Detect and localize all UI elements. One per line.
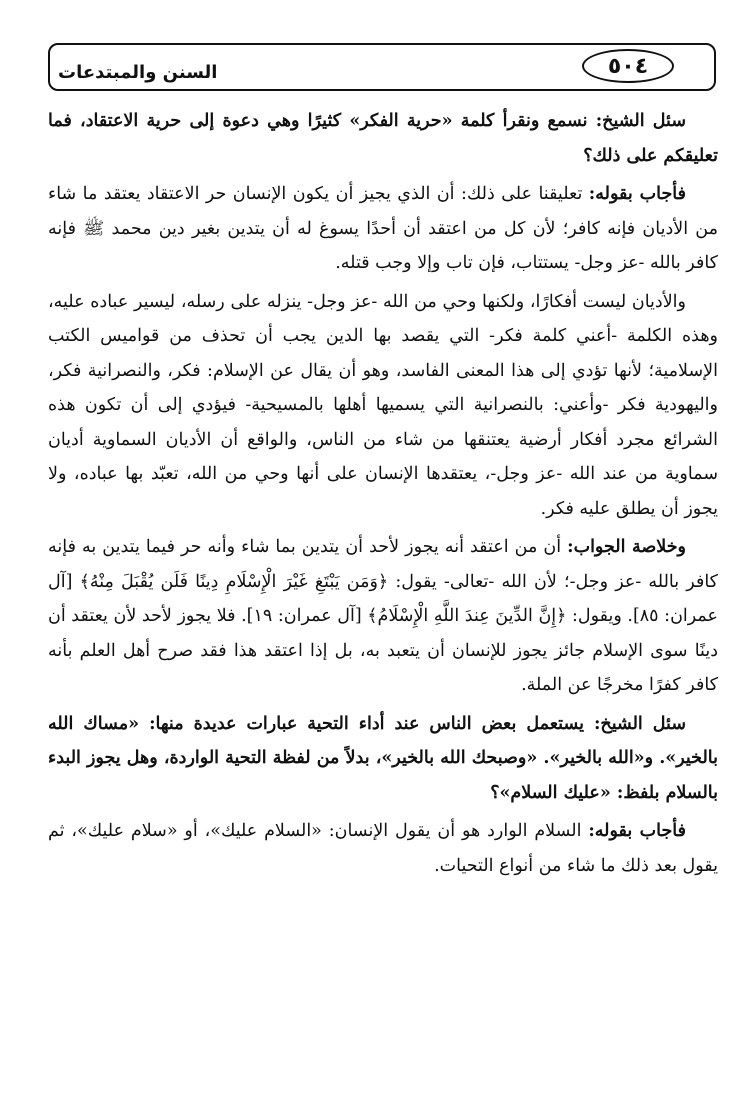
question-paragraph [48, 707, 718, 811]
page-number-oval [582, 49, 674, 83]
question-paragraph [48, 104, 718, 173]
paragraph-text: السلام الوارد هو أن يقول الإنسان: «السلام عليك»، أو «سلام عليك»، ثم يقول بعد ذلك ما شاء من أنواع التحيات. [48, 821, 718, 876]
summary-lead: وخلاصة الجواب: [567, 537, 686, 557]
answer-lead: فأجاب بقوله: [588, 184, 686, 204]
answer-paragraph [48, 814, 718, 883]
question-text: سئل الشيخ: نسمع ونقرأ كلمة «حرية الفكر» كثيرًا وهي دعوة إلى حرية الاعتقاد، فما تعليقكم على ذلك؟ [48, 111, 718, 166]
running-title: السنن والمبتدعات [58, 62, 218, 83]
question-text: سئل الشيخ: يستعمل بعض الناس عند أداء التحية عبارات عديدة منها: «مساك الله بالخير». و«الله بالخير». «وصبحك الله بالخير»، بدلاً من لفظة التحية الواردة، وهل يجوز البدء بالسلام بلفظ: «عليك السلام»؟ [48, 713, 718, 803]
paragraph-text: تعليقنا على ذلك: أن الذي يجيز أن يكون الإنسان حر الاعتقاد يعتقد ما شاء من الأديان فإنه كافر؛ لأن كل من اعتقد أن أحدًا يسوغ له أن يتدين بغير دين محمد ﷺ فإنه كافر بالله -عز وجل- يستتاب، فإن تاب وإلا وجب قتله. [48, 184, 718, 273]
summary-paragraph [48, 530, 718, 703]
paragraph-text: والأديان ليست أفكارًا، ولكنها وحي من الله -عز وجل- ينزله على رسله، ليسير عباده عليه، وهذه الكلمة -أعني كلمة فكر- التي يقصد بها الدين يجب أن تحذف من قواميس الكتب الإسلامية؛ لأنها تؤدي إلى هذا المعنى الفاسد، وهو أن يقال عن الإسلام: فكر، والنصرانية فكر، واليهودية فكر -وأعني: بالنصرانية التي يسميها أهلها بالمسيحية- فيؤدي إلى أن تكون هذه الشرائع مجرد أفكار أرضية يعتنقها من شاء من الناس، والواقع أن الأديان السماوية أديان سماوية من عند الله -عز وجل-، يعتقدها الإنسان على أنها وحي من الله، تعبّد بها عباده، ولا يجوز أن يطلق عليه فكر. [48, 291, 718, 519]
answer-paragraph [48, 177, 718, 281]
body-paragraph [48, 285, 718, 527]
body-text [48, 104, 718, 883]
answer-lead: فأجاب بقوله: [588, 821, 686, 841]
paragraph-text: أن من اعتقد أنه يجوز لأحد أن يتدين بما شاء وأنه حر فيما يتدين به فإنه كافر بالله -عز وجل-؛ لأن الله -تعالى- يقول: ﴿وَمَن يَبْتَغِ غَيْرَ الْإِسْلَامِ دِينًا فَلَن يُقْبَلَ مِنْهُ﴾ [آل عمران: ٨٥]. ويقول: ﴿إِنَّ الدِّينَ عِندَ اللَّهِ الْإِسْلَامُ﴾ [آل عمران: ١٩]. فلا يجوز لأحد لأن يعتقد أن دينًا سوى الإسلام جائز يجوز للإنسان أن يتعبد به، بل إذا اعتقد هذا فقد صرح أهل العلم بأنه كافر كفرًا مخرجًا عن الملة. [48, 537, 718, 695]
page-number: ٥٠٤ [607, 53, 649, 79]
